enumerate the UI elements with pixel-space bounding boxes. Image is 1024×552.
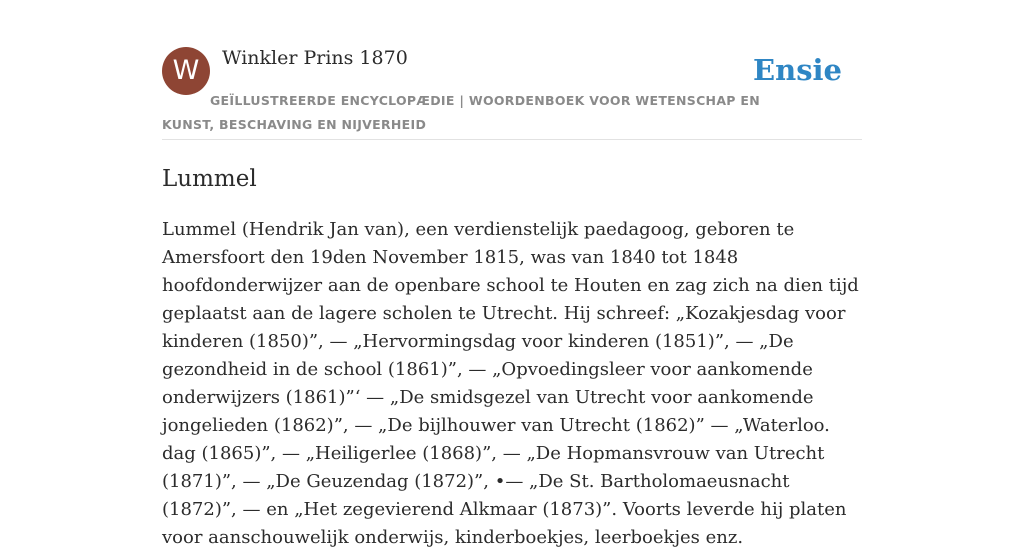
article-title: Lummel bbox=[162, 166, 257, 192]
header-divider bbox=[162, 139, 862, 140]
ensie-logo[interactable]: Ensie bbox=[753, 53, 842, 87]
source-subtitle: GEÏLLUSTREERDE ENCYCLOPÆDIE | WOORDENBOEK VOOR WETENSCHAP EN KUNST, BESCHAVING EN NIJVERHEID bbox=[162, 93, 760, 132]
source-avatar[interactable]: W bbox=[162, 47, 210, 95]
article-body: Lummel (Hendrik Jan van), een verdienstelijk paedagoog, geboren te Amersfoort den 19den November 1815, was van 1840 tot 1848 hoofdonderwijzer aan de openbare school te Houten en zag zich na dien tijd geplaatst aan de lagere scholen te Utrecht. Hij schreef: „Kozakjesdag voor kinderen (1850)”, — „Hervormingsdag voor kinderen (1851)”, — „De gezondheid in de school (1861)”, — „Opvoedingsleer voor aankomende onderwijzers (1861)”‘ — „De smidsgezel van Utrecht voor aankomende jongelieden (1862)”, — „De bijlhouwer van Utrecht (1862)” — „Waterloo. dag (1865)”, — „Heiligerlee (1868)”, — „De Hopmansvrouw van Utrecht (1871)”, — „De Geuzendag (1872)”, •— „De St. Bartholomaeusnacht (1872)”, — en „Het zegevierend Alkmaar (1873)”. Voorts leverde hij platen voor aanschouwelijk onderwijs, kinderboekjes, leerboekjes enz. bbox=[162, 219, 859, 548]
source-title[interactable]: Winkler Prins 1870 bbox=[222, 47, 408, 69]
